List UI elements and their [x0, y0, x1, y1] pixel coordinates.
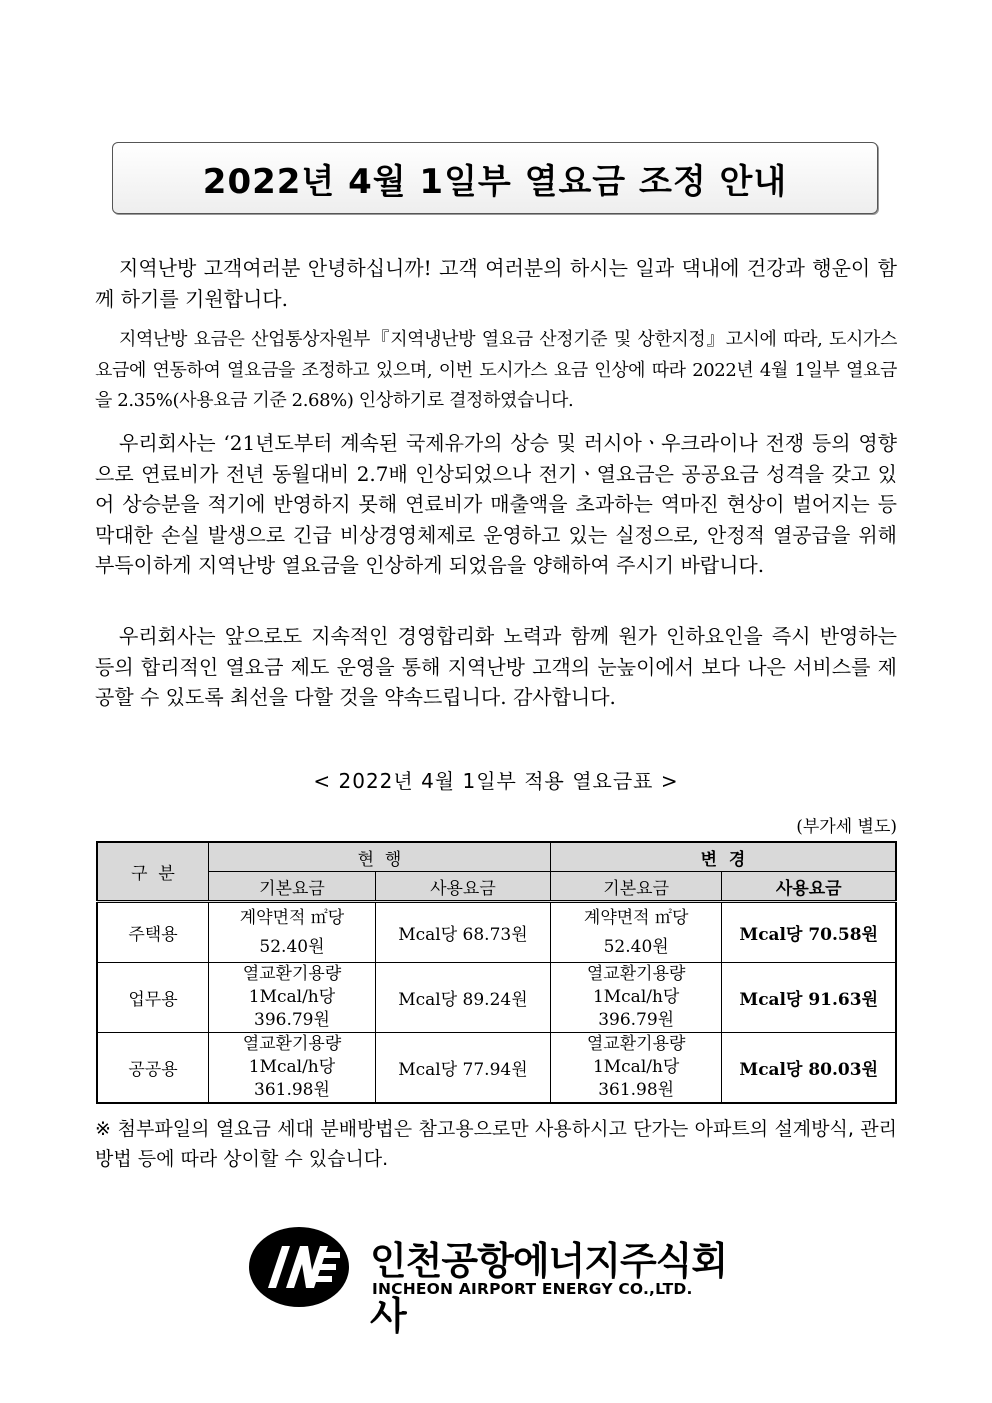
base-unit-capacity: 1Mcal/h당 [248, 1057, 336, 1077]
header-changed: 변 경 [550, 842, 896, 872]
changed-usage-cell: Mcal당 91.63원 [722, 963, 896, 1033]
changed-usage-cell: Mcal당 70.58원 [722, 902, 896, 963]
base-unit-label: 계약면적 ㎡당 [239, 907, 345, 928]
table-row [97, 1033, 896, 1104]
company-logo [248, 1226, 728, 1338]
header-current-base: 기본요금 [209, 872, 376, 902]
table-title: < 2022년 4월 1일부 적용 열요금표 > [313, 769, 679, 793]
table-row [97, 902, 896, 963]
current-base-cell [209, 1033, 376, 1104]
changed-base-cell [550, 963, 722, 1033]
changed-usage-cell: Mcal당 80.03원 [722, 1033, 896, 1104]
current-usage-cell: Mcal당 77.94원 [375, 1033, 550, 1104]
header-category: 구 분 [97, 842, 209, 902]
base-price: 396.79원 [598, 1010, 675, 1030]
base-price: 52.40원 [603, 936, 669, 957]
base-unit-label: 열교환기용량 [242, 964, 342, 984]
changed-base-cell [550, 1033, 722, 1104]
row-category: 주택용 [97, 902, 209, 963]
base-unit-label: 열교환기용량 [242, 1034, 342, 1054]
base-unit-label: 계약면적 ㎡당 [583, 907, 689, 928]
base-unit-capacity: 1Mcal/h당 [592, 1057, 680, 1077]
header-changed-usage: 사용요금 [722, 872, 896, 902]
base-unit-label: 열교환기용량 [586, 964, 686, 984]
vat-note: (부가세 별도) [796, 817, 897, 837]
base-price: 361.98원 [598, 1080, 675, 1100]
paragraph-greeting: 지역난방 고객여러분 안녕하십니까! 고객 여러분의 하시는 일과 댁내에 건강과 행운이 함께 하기를 기원합니다. [95, 256, 897, 311]
company-name-korean: 인천공항에너지주식회사 [370, 1239, 728, 1338]
current-base-cell [209, 902, 376, 963]
base-price: 361.98원 [254, 1080, 330, 1100]
paragraph-background: 우리회사는 ‘21년도부터 계속된 국제유가의 상승 및 러시아ㆍ우크라이나 전쟁 등의 영향으로 연료비가 전년 동월대비 2.7배 인상되었으나 전기ㆍ열요금은 공공요금 성격을 갖고 있어 상승분을 적기에 반영하지 못해 연료비가 매출액을 초과하는 역마진 현상이 벌어지는 등 막대한 손실 발생으로 긴급 비상경영체제로 운영하고 있는 실정으로, 안정적 열공급을 위해 부득이하게 지역난방 열요금을 인상하게 되었음을 양해하여 주시기 바랍니다. [95, 431, 897, 577]
base-unit-capacity: 1Mcal/h당 [592, 987, 680, 1007]
paragraph-rate-adjustment: 지역난방 요금은 산업통상자원부『지역냉난방 열요금 산정기준 및 상한지정』고시에 따라, 도시가스 요금에 연동하여 열요금을 조정하고 있으며, 이번 도시가스 요금 인상에 따라 2022년 4월 1일부 열요금을 2.35%(사용요금 기준 2.68%) 인상하기로 결정하였습니다. [95, 329, 897, 411]
company-logo-mark-icon [248, 1226, 350, 1308]
base-price: 396.79원 [254, 1010, 330, 1030]
base-price: 52.40원 [259, 936, 325, 957]
header-changed-base: 기본요금 [550, 872, 722, 902]
current-usage-cell: Mcal당 89.24원 [375, 963, 550, 1033]
changed-base-cell [550, 902, 722, 963]
paragraph-promise: 우리회사는 앞으로도 지속적인 경영합리화 노력과 함께 원가 인하요인을 즉시 반영하는 등의 합리적인 열요금 제도 운영을 통해 지역난방 고객의 눈높이에서 보다 나은 서비스를 제공할 수 있도록 최선을 다할 것을 약속드립니다. 감사합니다. [95, 624, 897, 709]
current-usage-cell: Mcal당 68.73원 [375, 902, 550, 963]
title-box [112, 142, 878, 214]
heat-rate-table [96, 841, 897, 1104]
company-name-english: INCHEON AIRPORT ENERGY CO.,LTD. [372, 1280, 693, 1298]
row-category: 업무용 [97, 963, 209, 1033]
base-unit-capacity: 1Mcal/h당 [248, 987, 336, 1007]
table-row [97, 963, 896, 1033]
row-category: 공공용 [97, 1033, 209, 1104]
current-base-cell [209, 963, 376, 1033]
header-current-usage: 사용요금 [375, 872, 550, 902]
footnote: ※ 첨부파일의 열요금 세대 분배방법은 참고용으로만 사용하시고 단가는 아파트의 설계방식, 관리방법 등에 따라 상이할 수 있습니다. [95, 1118, 897, 1170]
page-title: 2022년 4월 1일부 열요금 조정 안내 [202, 161, 788, 202]
header-current: 현 행 [209, 842, 551, 872]
base-unit-label: 열교환기용량 [586, 1034, 686, 1054]
